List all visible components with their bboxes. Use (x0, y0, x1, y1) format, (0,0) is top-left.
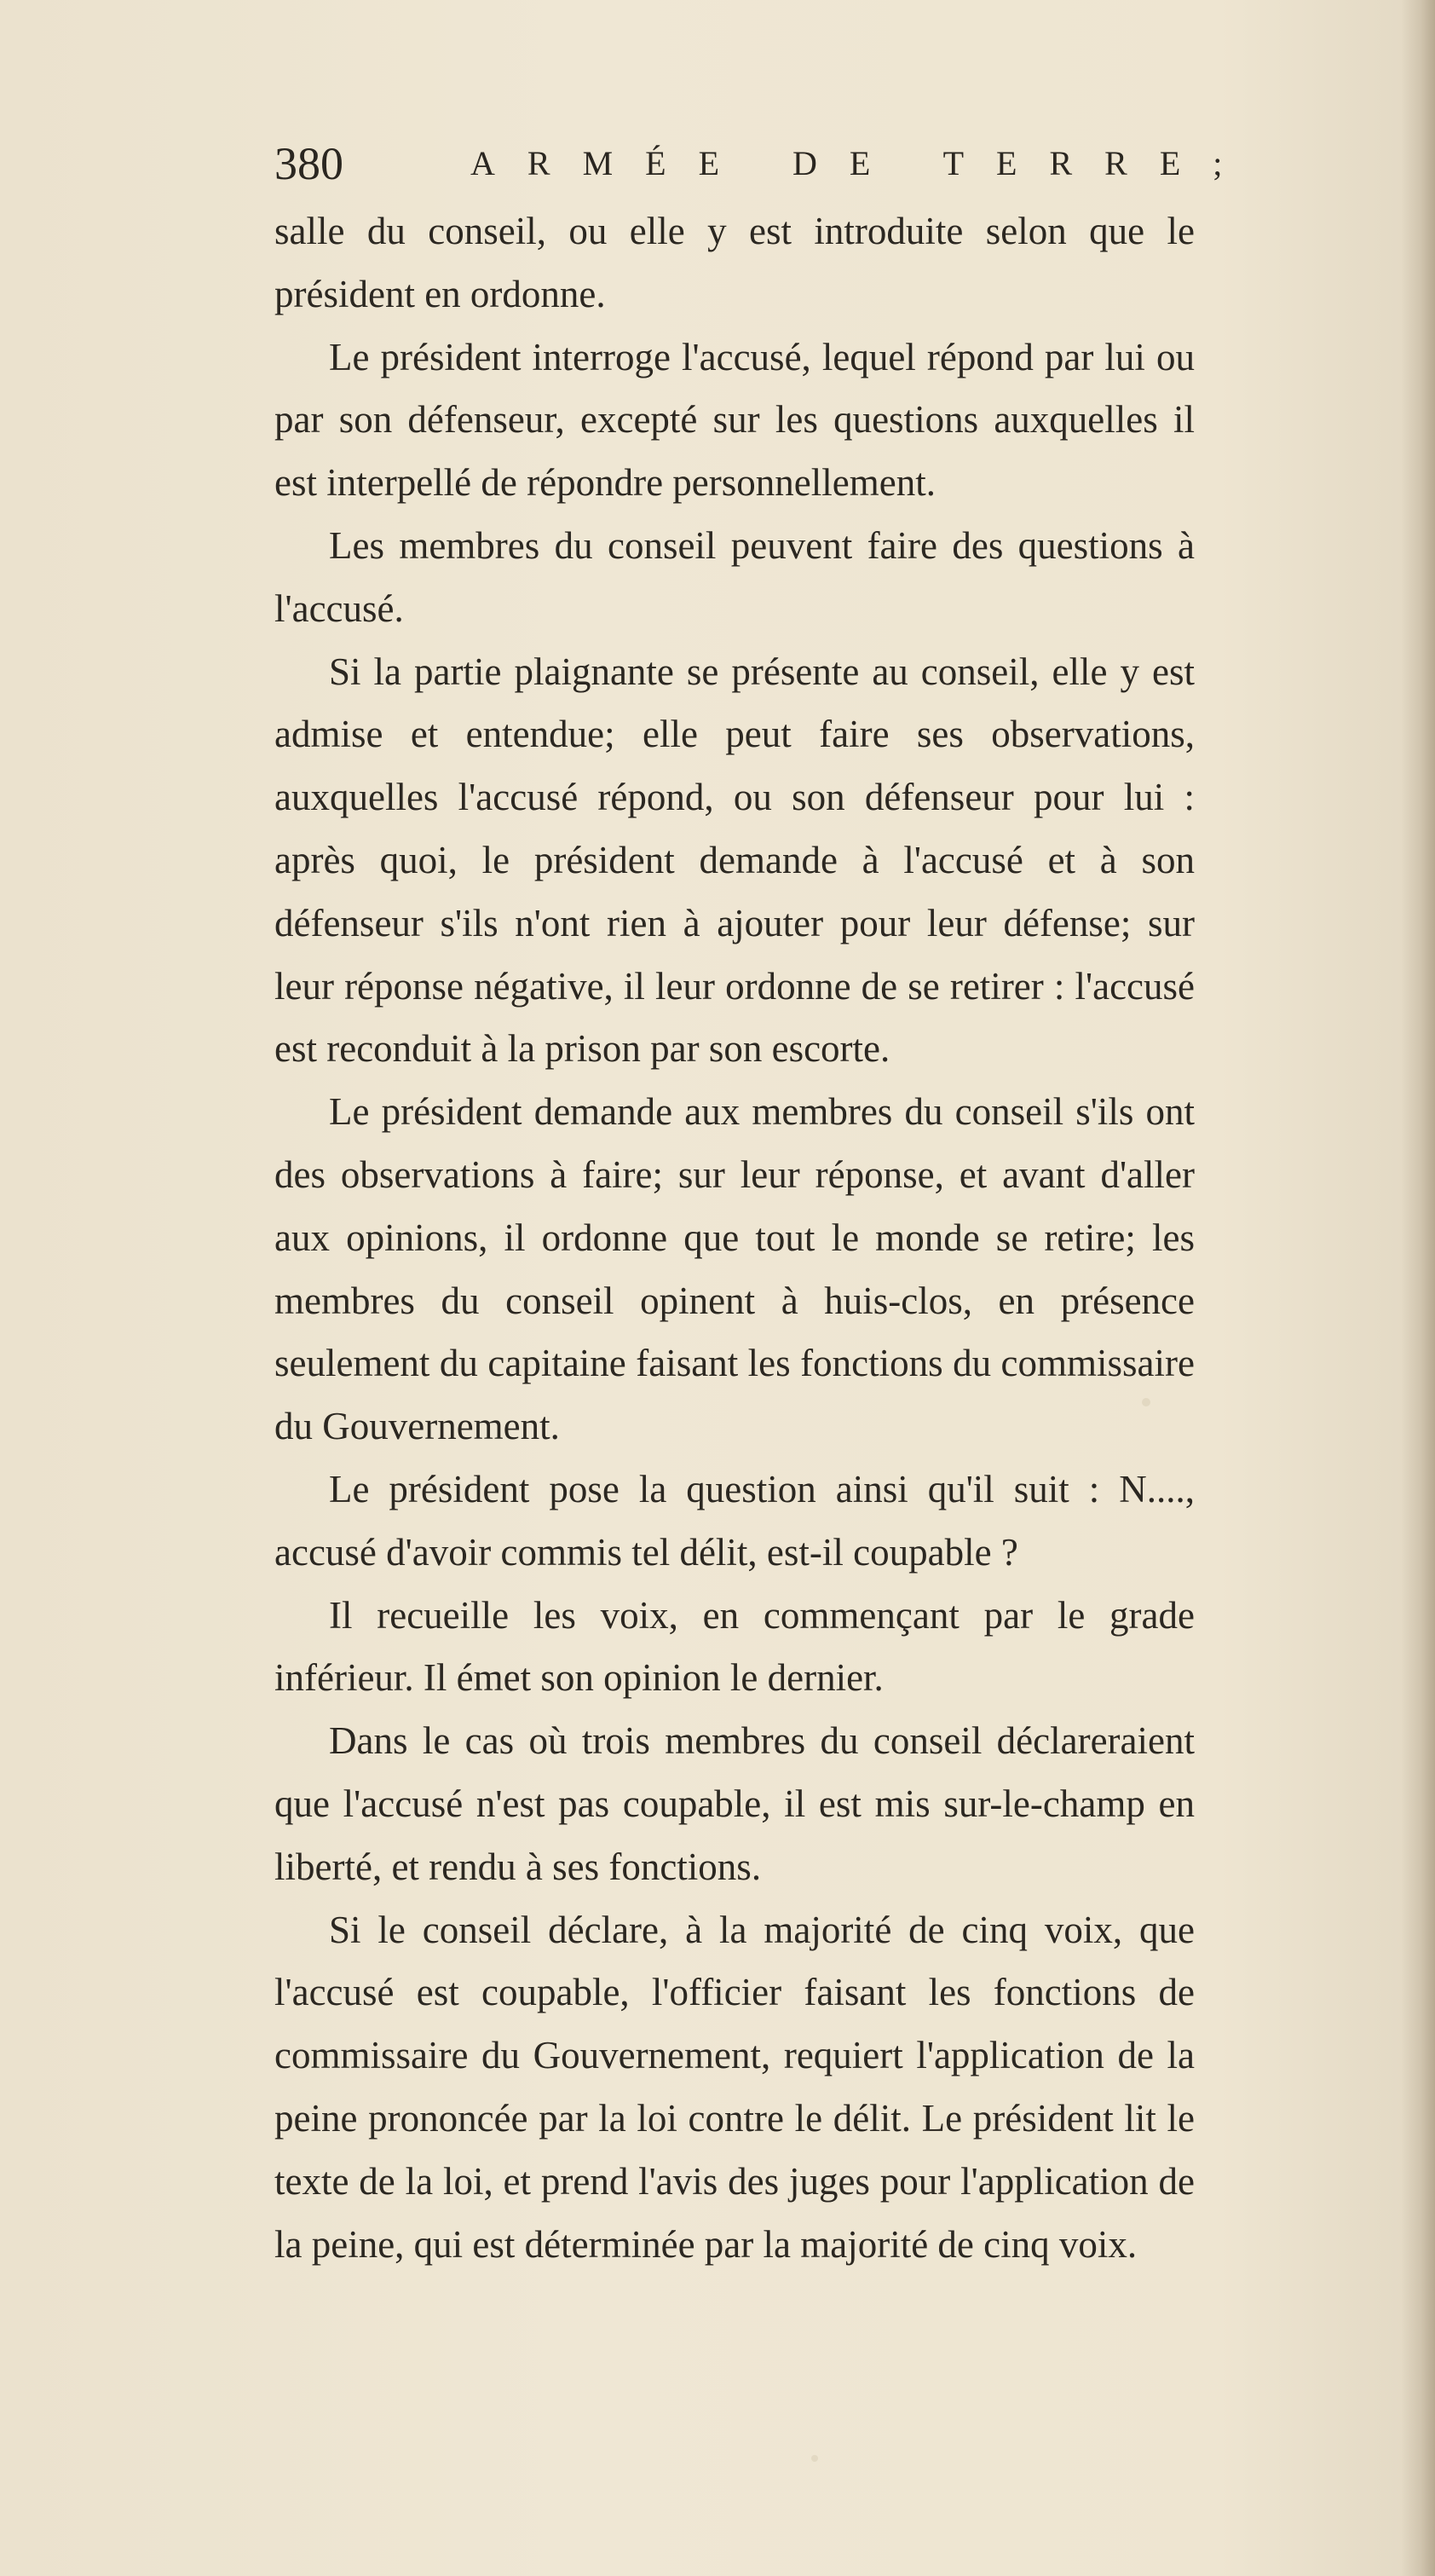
paragraph: Dans le cas où trois membres du conseil déclareraient que l'accusé n'est pas coupable, il est mis sur-le-champ en liberté, et rendu à ses fonctions. (274, 1719, 1195, 1888)
paragraph-question: Le président pose la question ainsi qu'il suit : N...., accusé d'avoir commis tel délit, est-il coupable ? (274, 1467, 1195, 1574)
paragraph: salle du conseil, ou elle y est introduite selon que le président en ordonne. (274, 210, 1195, 315)
paragraph: Il recueille les voix, en commençant par le grade inférieur. Il émet son opinion le dernier. (274, 1593, 1195, 1700)
running-header (274, 130, 1255, 198)
page-number: 380 (274, 138, 343, 189)
paragraph: Le président interroge l'accusé, lequel répond par lui ou par son défenseur, excepté sur les questions auxquelles il est interpellé de répondre personnellement. (274, 335, 1195, 505)
paragraph: Si le conseil déclare, à la majorité de cinq voix, que l'accusé est coupable, l'officier faisant les fonctions de commissaire du Gouvernement, requiert l'application de la peine prononcée par la loi contre le délit. Le président lit le texte de la loi, et prend l'avis des juges pour l'application de la peine, qui est déterminée par la majorité de cinq voix. (274, 1908, 1195, 2266)
body-text (274, 200, 1195, 2276)
paragraph: Les membres du conseil peuvent faire des questions à l'accusé. (274, 523, 1195, 630)
spine-shadow (1401, 0, 1435, 2576)
paper-stain (811, 2455, 818, 2462)
paragraph: Si la partie plaignante se présente au conseil, elle y est admise et entendue; elle peut faire ses observations, auxquelles l'accusé répond, ou son défenseur pour lui : après quoi, le président demande à l'accusé et à son défenseur s'ils n'ont rien à ajouter pour leur défense; sur leur réponse négative, il leur ordonne de se retirer : l'accusé est reconduit à la prison par son escorte. (274, 650, 1195, 1071)
paragraph: Le président demande aux membres du conseil s'ils ont des observations à faire; sur leur réponse, et avant d'aller aux opinions, il ordonne que tout le monde se retire; les membres du conseil opinent à huis-clos, en présence seulement du capitaine faisant les fonctions du commissaire du Gouvernement. (274, 1090, 1195, 1448)
running-title: ARMÉE DE TERRE; (470, 144, 1255, 182)
